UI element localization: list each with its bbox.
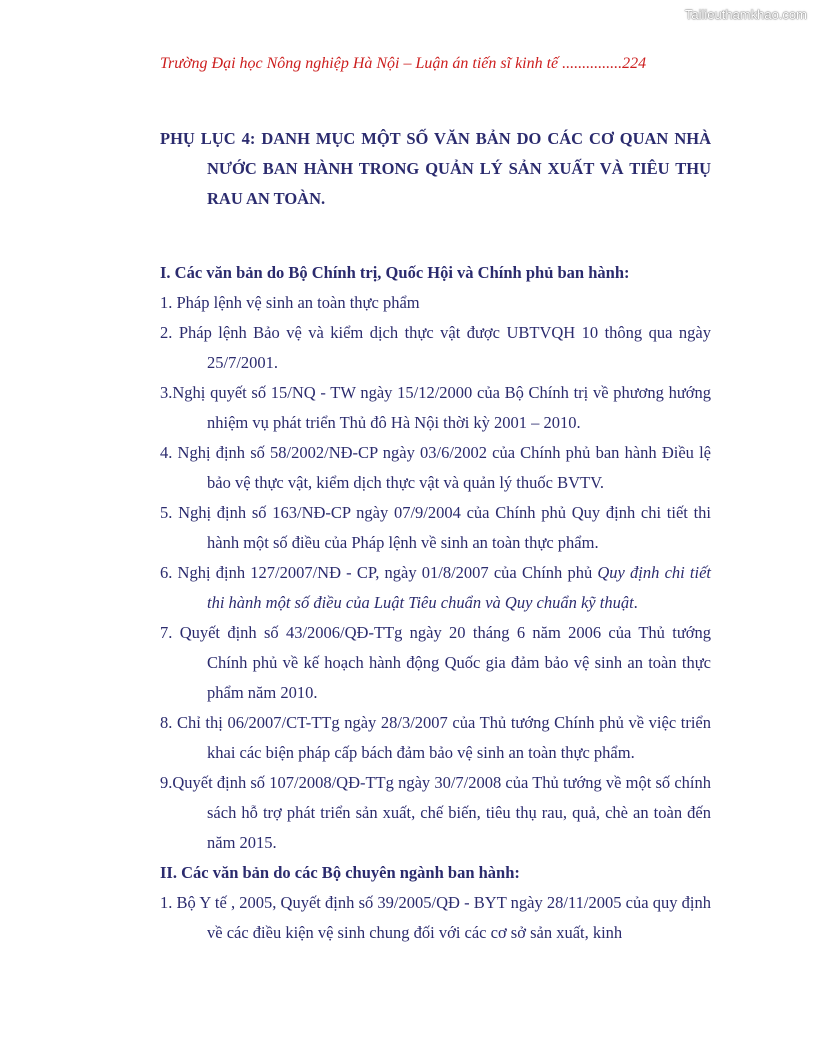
list-item-italic-title: Quy định chi tiết thi hành một số điều của Luật Tiêu chuẩn và Quy chuẩn kỹ thuật — [207, 563, 711, 612]
document-body — [160, 124, 711, 948]
list-item: 1. Bộ Y tế , 2005, Quyết định số 39/2005/QĐ - BYT ngày 28/11/2005 của quy định về các điều kiện vệ sinh chung đối với các cơ sở sản xuất, kinh — [160, 893, 711, 942]
section-heading-1: I. Các văn bản do Bộ Chính trị, Quốc Hội và Chính phủ ban hành: — [160, 263, 630, 282]
running-header: Trường Đại học Nông nghiệp Hà Nội – Luận án tiến sĩ kinh tế ...............224 — [160, 55, 647, 72]
list-item: 5. Nghị định số 163/NĐ-CP ngày 07/9/2004 của Chính phủ Quy định chi tiết thi hành một số điều của Pháp lệnh về sinh an toàn thực phẩm. — [160, 503, 711, 552]
section-heading-2: II. Các văn bản do các Bộ chuyên ngành ban hành: — [160, 863, 520, 882]
list-item: 7. Quyết định số 43/2006/QĐ-TTg ngày 20 tháng 6 năm 2006 của Thủ tướng Chính phủ về kế hoạch hành động Quốc gia đảm bảo vệ sinh an toàn thực phẩm năm 2010. — [160, 623, 711, 702]
list-item-tail: . — [633, 593, 638, 612]
list-item: 1. Pháp lệnh vệ sinh an toàn thực phẩm — [160, 293, 420, 312]
list-item — [160, 558, 711, 618]
list-item: 9.Quyết định số 107/2008/QĐ-TTg ngày 30/7/2008 của Thủ tướng về một số chính sách hỗ trợ phát triển sản xuất, chế biến, tiêu thụ rau, quả, chè an toàn đến năm 2015. — [160, 773, 711, 852]
list-item-text: 6. Nghị định 127/2007/NĐ - CP, ngày 01/8/2007 của Chính phủ — [160, 563, 598, 582]
list-item: 4. Nghị định số 58/2002/NĐ-CP ngày 03/6/2002 của Chính phủ ban hành Điều lệ bảo vệ thực vật, kiểm dịch thực vật và quản lý thuốc BVTV. — [160, 443, 711, 492]
list-item: 8. Chỉ thị 06/2007/CT-TTg ngày 28/3/2007 của Thủ tướng Chính phủ về việc triển khai các biện pháp cấp bách đảm bảo vệ sinh an toàn thực phẩm. — [160, 713, 711, 762]
appendix-title: PHỤ LỤC 4: DANH MỤC MỘT SỐ VĂN BẢN DO CÁC CƠ QUAN NHÀ NƯỚC BAN HÀNH TRONG QUẢN LÝ SẢN XUẤT VÀ TIÊU THỤ RAU AN TOÀN. — [160, 129, 711, 208]
list-item: 2. Pháp lệnh Bảo vệ và kiểm dịch thực vật được UBTVQH 10 thông qua ngày 25/7/2001. — [160, 323, 711, 372]
list-item: 3.Nghị quyết số 15/NQ - TW ngày 15/12/2000 của Bộ Chính trị về phương hướng nhiệm vụ phát triển Thủ đô Hà Nội thời kỳ 2001 – 2010. — [160, 383, 711, 432]
watermark: Tailieuthamkhao.com — [684, 7, 807, 22]
